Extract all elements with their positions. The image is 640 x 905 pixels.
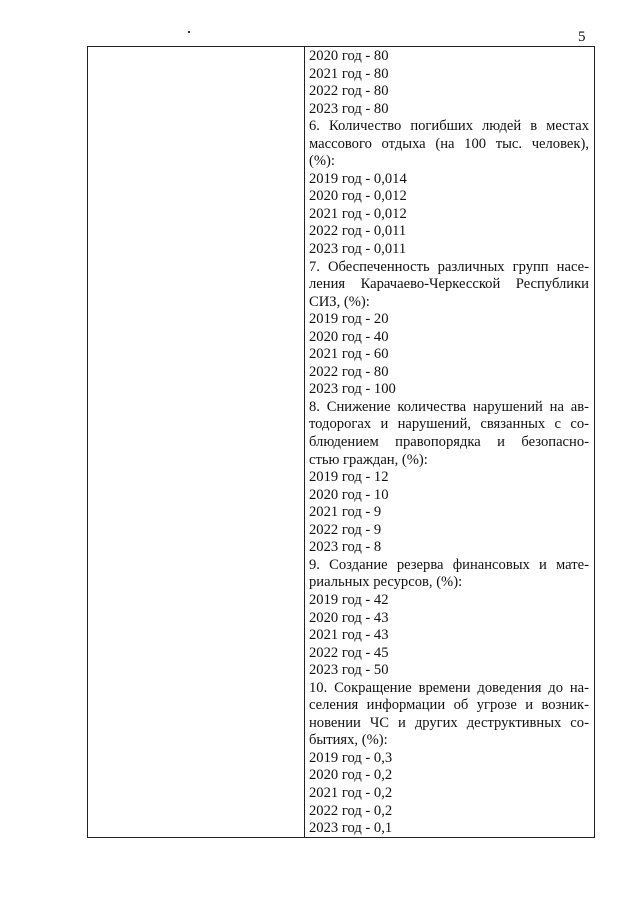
- word: блюдением: [309, 434, 379, 451]
- value-line: 2022 год - 45: [309, 644, 389, 661]
- value-line: 2023 год - 8: [309, 539, 382, 556]
- word: количества: [397, 398, 467, 415]
- value-line: 2021 год - 0,012: [309, 205, 407, 222]
- word: и: [380, 416, 389, 433]
- indicator-8-heading-line: стью граждан, (%):: [309, 451, 428, 468]
- word: селения: [309, 697, 359, 714]
- word: других: [414, 714, 458, 731]
- value-line: 2019 год - 42: [309, 591, 389, 608]
- word: 9.: [309, 556, 320, 573]
- word: финансовых: [452, 556, 530, 573]
- value-line: 2019 год - 0,014: [309, 170, 407, 187]
- column-divider: [304, 47, 305, 837]
- word: со-: [570, 714, 589, 731]
- value-line: 2021 год - 60: [309, 346, 389, 363]
- word: ЧС: [369, 714, 390, 731]
- value-line: 2023 год - 0,1: [309, 820, 393, 837]
- value-line: 2023 год - 100: [309, 381, 396, 398]
- value-line: 2022 год - 0,2: [309, 802, 393, 819]
- value-line: 2021 год - 80: [309, 65, 389, 82]
- word: людей: [482, 118, 522, 135]
- word: тодорогах: [309, 416, 372, 433]
- word: (на: [435, 135, 455, 152]
- word: отдыха: [381, 135, 426, 152]
- word: резерва: [396, 556, 444, 573]
- word: человек),: [531, 135, 589, 152]
- word: групп: [512, 258, 549, 275]
- word: и: [398, 714, 406, 731]
- value-line: 2021 год - 0,2: [309, 784, 393, 801]
- word: и: [497, 434, 505, 451]
- indicator-7-heading-line: [309, 259, 589, 277]
- word: Сокращение: [334, 679, 412, 696]
- word: времени: [418, 679, 471, 696]
- indicator-7-heading-line: СИЗ, (%):: [309, 293, 370, 310]
- indicator-8-heading-line: [309, 399, 589, 417]
- word: доведения: [477, 679, 542, 696]
- value-line: 2019 год - 20: [309, 311, 389, 328]
- indicator-cell: [309, 48, 589, 838]
- word: Республики: [515, 276, 589, 293]
- indicator-8-heading-line: [309, 416, 589, 434]
- word: безопасно-: [521, 434, 589, 451]
- word: различных: [437, 258, 505, 275]
- indicator-10-heading-line: [309, 715, 589, 733]
- word: связанных: [480, 416, 546, 433]
- word: возник-: [541, 697, 589, 714]
- value-line: 2022 год - 0,011: [309, 223, 407, 240]
- word: нарушений,: [397, 416, 472, 433]
- word: насе-: [556, 258, 589, 275]
- indicator-6-heading-line: (%):: [309, 153, 335, 170]
- word: информации: [366, 697, 446, 714]
- indicator-10-heading-line: [309, 680, 589, 698]
- word: Количество: [328, 118, 402, 135]
- value-line: 2021 год - 9: [309, 504, 382, 521]
- word: Обеспеченность: [328, 258, 430, 275]
- word: правопорядка: [395, 434, 481, 451]
- word: местах: [546, 118, 589, 135]
- value-line: 2020 год - 0,2: [309, 767, 393, 784]
- indicator-9-heading-line: риальных ресурсов, (%):: [309, 574, 463, 591]
- word: 100: [464, 135, 487, 152]
- word: в: [530, 118, 538, 135]
- word: массового: [309, 135, 372, 152]
- word: Снижение: [326, 398, 391, 415]
- word: 8.: [309, 398, 320, 415]
- word: на: [549, 398, 564, 415]
- value-line: 2020 год - 40: [309, 328, 389, 345]
- value-line: 2023 год - 0,011: [309, 241, 407, 258]
- word: с: [554, 416, 562, 433]
- word: Создание: [329, 556, 388, 573]
- word: мате-: [555, 556, 589, 573]
- scan-speck: [188, 31, 190, 33]
- value-line: 2023 год - 80: [309, 100, 389, 117]
- value-line: 2022 год - 80: [309, 363, 389, 380]
- indicator-6-heading-line: [309, 136, 589, 154]
- word: тыс.: [495, 135, 523, 152]
- value-line: 2019 год - 0,3: [309, 749, 393, 766]
- value-line: 2020 год - 0,012: [309, 188, 407, 205]
- word: ав-: [570, 398, 589, 415]
- indicator-7-heading-line: [309, 276, 589, 294]
- value-line: 2022 год - 9: [309, 521, 382, 538]
- word: угрозе: [476, 697, 517, 714]
- word: Карачаево-Черкесской: [360, 276, 501, 293]
- word: со-: [570, 416, 589, 433]
- value-line: 2022 год - 80: [309, 83, 389, 100]
- word: новении: [309, 714, 361, 731]
- value-line: 2019 год - 12: [309, 469, 389, 486]
- word: нарушений: [472, 398, 543, 415]
- word: деструктивных: [466, 714, 562, 731]
- indicator-9-heading-line: [309, 557, 589, 575]
- word: 6.: [309, 118, 320, 135]
- word: и: [525, 697, 534, 714]
- value-line: 2020 год - 80: [309, 48, 389, 64]
- indicator-6-heading-line: [309, 118, 589, 136]
- word: ления: [309, 276, 346, 293]
- page-number: 5: [578, 29, 586, 45]
- word: и: [539, 556, 547, 573]
- word: погибших: [410, 118, 473, 135]
- word: 10.: [309, 679, 328, 696]
- word: на-: [569, 679, 589, 696]
- value-line: 2020 год - 43: [309, 609, 389, 626]
- value-line: 2020 год - 10: [309, 486, 389, 503]
- word: до: [548, 679, 564, 696]
- value-line: 2023 год - 50: [309, 662, 389, 679]
- indicator-8-heading-line: [309, 434, 589, 452]
- indicator-10-heading-line: [309, 697, 589, 715]
- value-line: 2021 год - 43: [309, 627, 389, 644]
- word: об: [453, 697, 469, 714]
- word: 7.: [309, 258, 320, 275]
- indicator-10-heading-line: бытиях, (%):: [309, 732, 388, 749]
